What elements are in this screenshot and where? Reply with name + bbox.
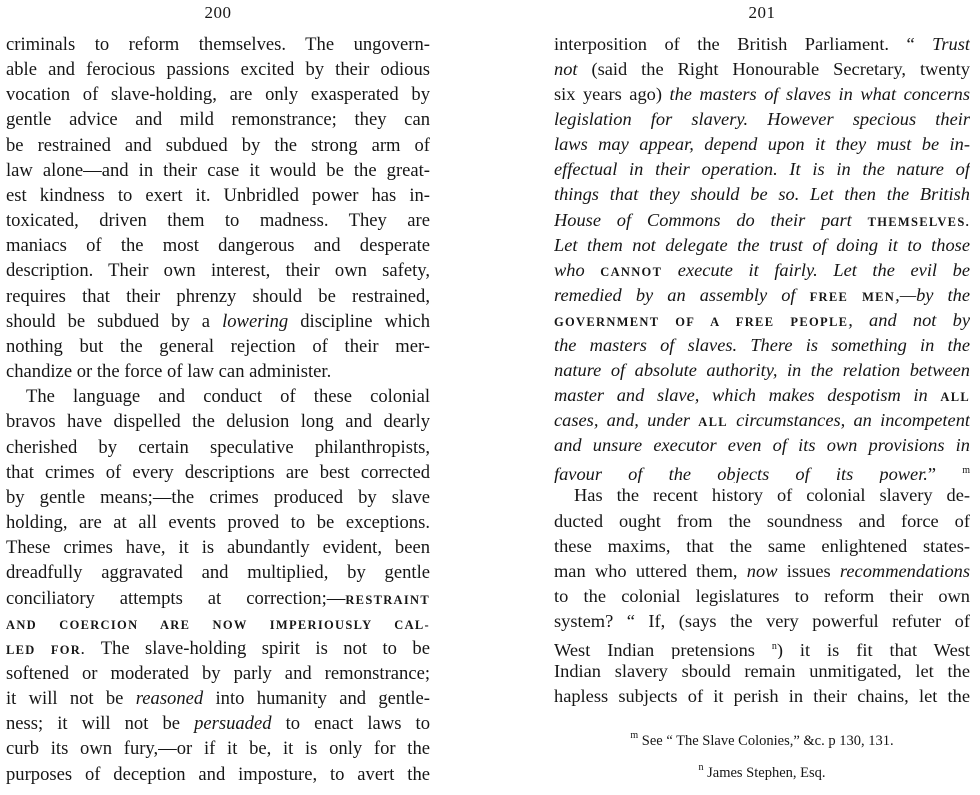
text-line — [6, 611, 430, 636]
italic-text: favour of the objects of its power. — [554, 464, 928, 484]
italic-text: the masters of slaves in what concerns — [669, 84, 970, 105]
text-line: curb its own fury,—or if it be, it is only for the — [6, 738, 430, 760]
small-caps-text: THEMSELVES. — [867, 214, 970, 229]
italic-text: persuaded — [194, 713, 272, 735]
footnote-marker: n — [698, 762, 704, 773]
italic-text: now — [746, 560, 778, 581]
page-number: 200 — [204, 3, 232, 22]
text-line: not (said the Right Honourable Secretary, twenty — [554, 59, 970, 80]
italic-text: effectual in their operation. It is in the nature of — [554, 159, 970, 180]
text-line — [554, 408, 970, 433]
italic-text: nature of absolute authority, in the relation between — [554, 360, 970, 381]
italic-text: ,—by the — [895, 284, 970, 305]
italic-text: recommendations — [839, 560, 970, 581]
text-line: six years ago) the masters of slaves in what concerns — [554, 84, 970, 105]
text-line: it will not be reasoned into humanity and gentle- — [6, 688, 430, 710]
text-line: conciliatory attempts at correction;—RESTRAINT — [6, 587, 430, 609]
text-line: ness; it will not be persuaded to enact laws to — [6, 713, 430, 735]
text-line: vocation of slave-holding, are only exasperated by — [6, 84, 430, 106]
footnote: $^m$ See “ The Slave Colonies,” &c. p 130, 131. — [630, 730, 894, 749]
small-caps-text: LED FOR. — [6, 642, 86, 657]
text-line — [554, 132, 970, 157]
text-line — [554, 358, 970, 383]
text-line: hapless subjects of it perish in their chains, let the — [554, 686, 970, 707]
italic-text: and unsure executor even of its own provisions in — [554, 435, 970, 456]
footnote-marker: m — [962, 465, 970, 477]
text-line — [554, 258, 970, 283]
text-line: system? “ If, (says the very powerful refuter of — [554, 610, 970, 631]
italic-text: things that they should be so. Let then the British — [554, 184, 970, 205]
small-caps-text: AND COERCION ARE NOW IMPERIOUSLY CAL- — [6, 617, 430, 632]
italic-text: , and not by — [848, 309, 970, 330]
small-caps-text: FREE MEN — [809, 289, 896, 304]
footnote-marker: m — [630, 730, 639, 741]
text-line: bravos have dispelled the delusion long and dearly — [6, 411, 430, 433]
italic-text: master and slave, which makes despotism in — [554, 385, 941, 406]
text-line — [554, 383, 970, 408]
text-line: criminals to reform themselves. The ungovern- — [6, 34, 430, 55]
text-line: gentle advice and mild remonstrance; they can — [6, 109, 430, 131]
text-line: est kindness to exert it. Unbridled power has in- — [6, 184, 430, 206]
text-line — [554, 107, 970, 132]
text-line: nothing but the general rejection of their mer- — [6, 335, 430, 357]
italic-text: who — [554, 259, 601, 280]
text-line: should be subdued by a lowering discipline which — [6, 310, 430, 332]
text-line: these maxims, that the same enlightened states- — [554, 535, 970, 556]
text-line: LED FOR. The slave-holding spirit is not to be — [6, 637, 430, 659]
text-line: toxicated, driven them to madness. They are — [6, 210, 430, 232]
text-line: softened or moderated by parly and remonstrance; — [6, 663, 430, 684]
text-line: be restrained and subdued by the strong arm of — [6, 134, 430, 156]
text-line: maniacs of the most dangerous and desperate — [6, 235, 430, 257]
italic-text: House of Commons do their part — [554, 209, 868, 230]
small-caps-text: RESTRAINT — [345, 592, 430, 607]
text-line — [554, 208, 970, 233]
small-caps-text: GOVERNMENT OF A FREE PEOPLE — [554, 314, 849, 329]
text-line: by gentle means;—the crimes produced by slave — [6, 486, 430, 508]
text-line: holding, are at all events proved to be exceptions. — [6, 512, 430, 534]
text-line — [554, 182, 970, 207]
text-line: favour of the objects of its power.” $^m$ — [554, 464, 970, 484]
text-line: ducted ought from the soundness and force of — [554, 510, 970, 531]
italic-text: Let them not delegate the trust of doing it to those — [554, 234, 970, 255]
page-number: 201 — [748, 3, 776, 22]
text-line: Indian slavery sbould remain unmitigated, let the — [554, 661, 970, 681]
italic-text: circumstances, an incompetent — [727, 410, 970, 431]
text-line: These crimes have, it is abundantly evident, been — [6, 537, 430, 559]
italic-text: legislation for slavery. However specious their — [554, 109, 970, 130]
text-line: West Indian pretensions $^n$) it is fit that West — [554, 639, 970, 659]
text-line — [554, 433, 970, 458]
italic-text: execute it fairly. Let the evil be — [662, 259, 970, 280]
text-line: man who uttered them, now issues recommendations — [554, 560, 970, 581]
text-line: to the colonial legislatures to reform their own — [554, 585, 970, 606]
text-line: purposes of deception and imposture, to avert the — [6, 763, 430, 785]
italic-text: laws may appear, depend upon it they must be in- — [554, 134, 970, 155]
text-line: interposition of the British Parliament. “ Trust — [554, 34, 970, 54]
text-line: requires that their phrenzy should be restrained, — [6, 285, 430, 307]
footnote-marker: n — [771, 640, 777, 652]
text-line — [554, 283, 970, 308]
text-line: Has the recent history of colonial slavery de- — [574, 485, 970, 506]
italic-text: reasoned — [135, 688, 204, 710]
text-line: dreadfully aggravated and multiplied, by gentle — [6, 562, 430, 584]
italic-text: cases, and, under — [554, 410, 699, 431]
text-line — [554, 233, 970, 258]
text-line: able and ferocious passions excited by their odious — [6, 59, 430, 81]
text-line: description. Their own interest, their own safety, — [6, 260, 430, 282]
small-caps-text: ALL — [940, 390, 970, 405]
text-line — [554, 333, 970, 358]
text-line: chandize or the force of law can administer. — [6, 361, 332, 383]
text-line — [554, 308, 970, 333]
italic-text: Trust — [932, 34, 970, 54]
text-line: law alone—and in their case it would be the great- — [6, 159, 430, 181]
text-line: The language and conduct of these colonial — [26, 386, 430, 408]
small-caps-text: CANNOT — [600, 264, 663, 279]
italic-text: remedied by an assembly of — [554, 284, 810, 305]
text-line: that crimes of every descriptions are best corrected — [6, 461, 430, 483]
text-line: cherished by certain speculative philanthropists, — [6, 436, 430, 458]
italic-text: lowering — [222, 310, 289, 332]
footnote: $^n$ James Stephen, Esq. — [698, 762, 826, 781]
small-caps-text: ALL — [698, 415, 728, 430]
italic-text: not — [554, 59, 578, 80]
italic-text: the masters of slaves. There is something in the — [554, 334, 970, 355]
text-line — [554, 157, 970, 182]
